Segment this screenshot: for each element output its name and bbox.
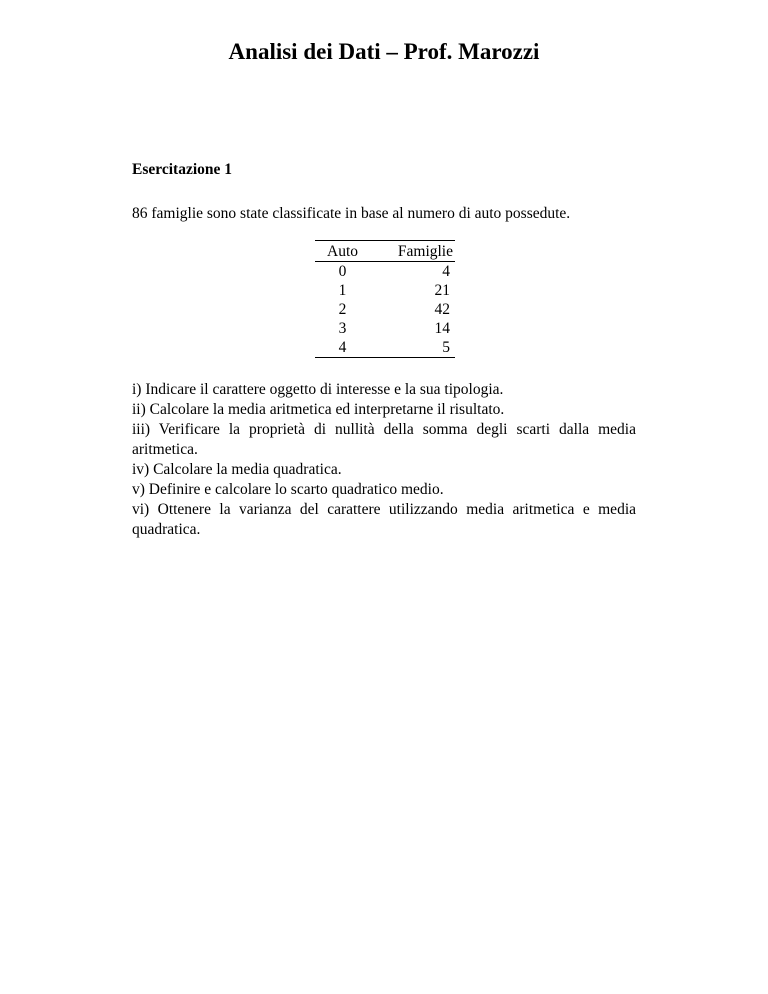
question-item: v) Definire e calcolare lo scarto quadratico medio. <box>132 481 444 498</box>
table-cell-famiglie: 42 <box>434 301 450 318</box>
question-list <box>132 380 636 540</box>
table-row <box>315 319 455 338</box>
question-item: ii) Calcolare la media aritmetica ed interpretarne il risultato. <box>132 401 505 418</box>
question-item: iv) Calcolare la media quadratica. <box>132 461 342 478</box>
column-header-famiglie: Famiglie <box>397 243 453 260</box>
question-item: vi) Ottenere la varianza del carattere utilizzando media aritmetica e media quadratica. <box>132 501 636 538</box>
table-header-row <box>315 241 455 262</box>
table-cell-auto: 0 <box>338 263 347 280</box>
frequency-table <box>315 240 455 358</box>
table-cell-famiglie: 14 <box>434 320 450 337</box>
page-title: Analisi dei Dati – Prof. Marozzi <box>228 39 540 64</box>
exercise-section <box>132 160 636 540</box>
table-row <box>315 262 455 282</box>
table-cell-auto: 2 <box>338 301 347 318</box>
table-row <box>315 300 455 319</box>
question-item: i) Indicare il carattere oggetto di interesse e la sua tipologia. <box>132 381 504 398</box>
table-cell-famiglie: 21 <box>434 282 450 299</box>
table-cell-auto: 4 <box>338 339 347 356</box>
table-row <box>315 281 455 300</box>
table-row <box>315 338 455 358</box>
table-cell-famiglie: 5 <box>442 339 450 356</box>
exercise-title: Esercitazione 1 <box>132 161 233 178</box>
column-header-auto: Auto <box>327 243 358 260</box>
exercise-intro: 86 famiglie sono state classificate in base al numero di auto possedute. <box>132 205 571 222</box>
table-cell-auto: 3 <box>338 320 347 337</box>
table-cell-auto: 1 <box>338 282 347 299</box>
question-item: iii) Verificare la proprietà di nullità della somma degli scarti dalla media aritmetica. <box>132 421 636 458</box>
table-cell-famiglie: 4 <box>442 263 450 280</box>
